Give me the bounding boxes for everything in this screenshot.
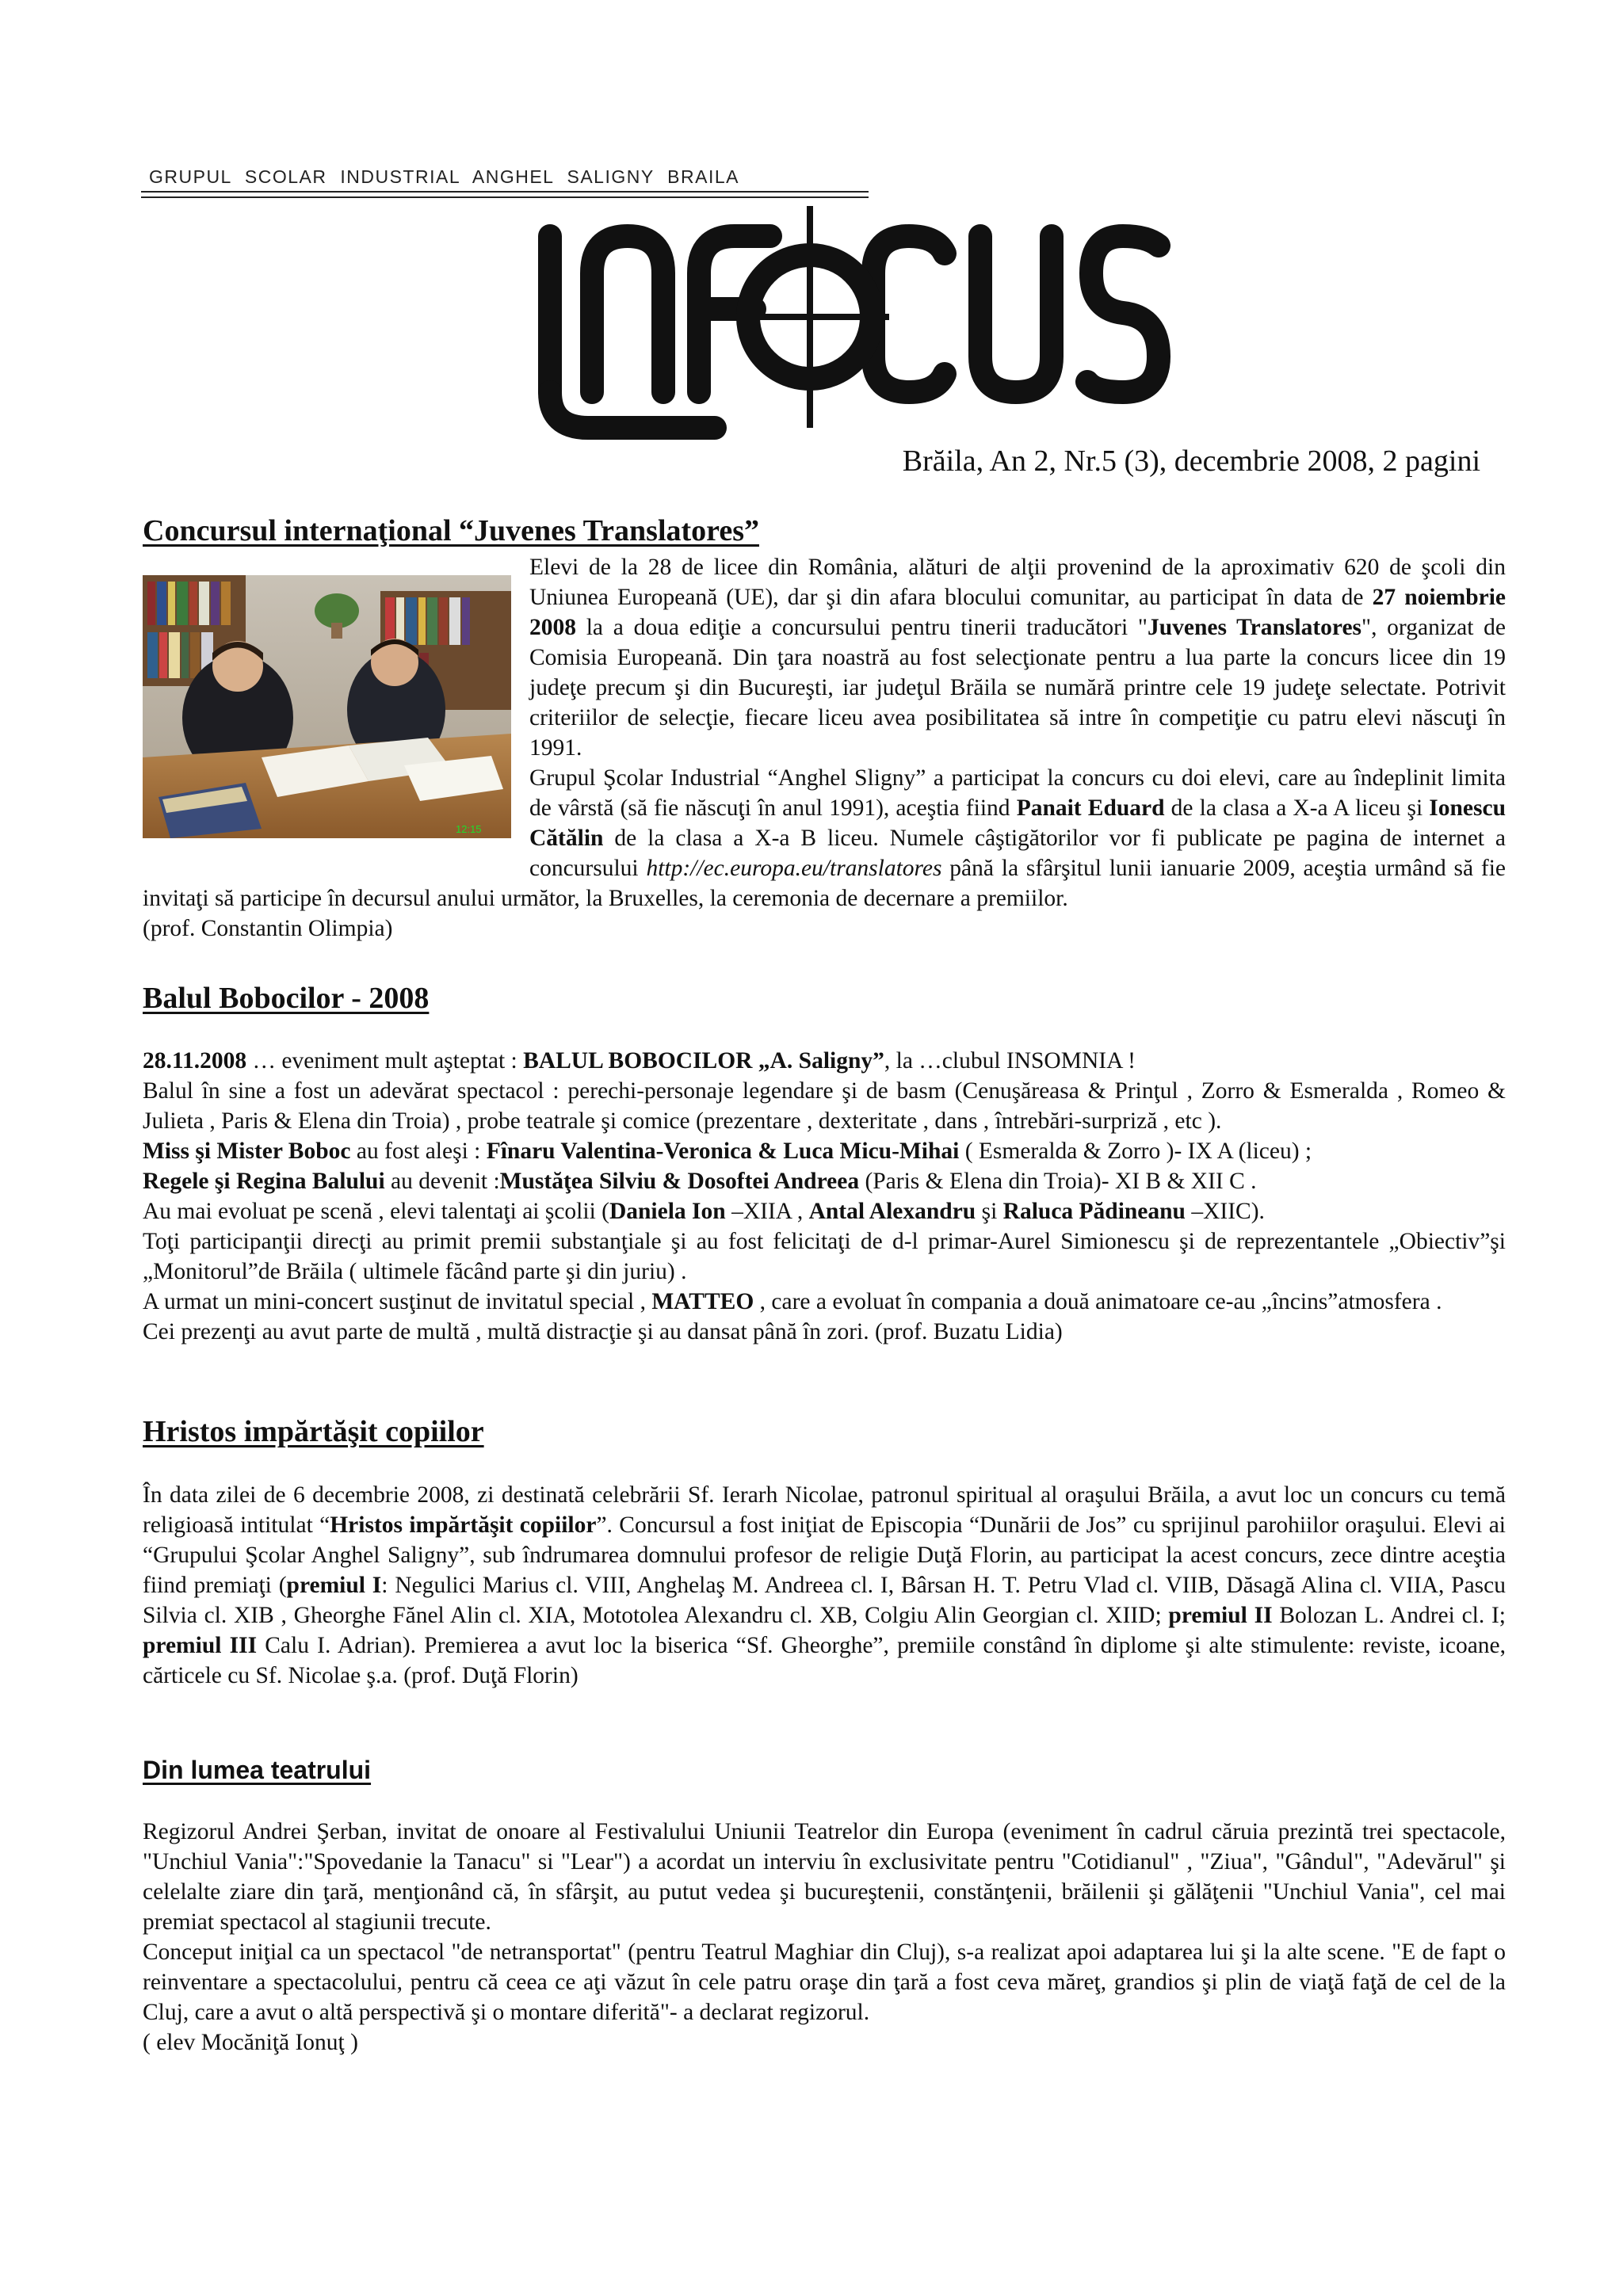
article-title-bal: Balul Bobocilor - 2008 bbox=[143, 982, 430, 1015]
article-teatru bbox=[143, 1817, 1506, 2058]
bal-line-7: A urmat un mini-concert susţinut de invitatul special , MATTEO , care a evoluat în compania a două animatoare ce-au „încins”atmosfera . bbox=[143, 1289, 1442, 1314]
school-name: GRUPUL SCOLAR INDUSTRIAL ANGHEL SALIGNY BRAILA bbox=[149, 166, 739, 187]
teatru-author: ( elev Mocăniţă Ionuţ ) bbox=[143, 2030, 358, 2055]
bal-line-3: Miss şi Mister Boboc au fost aleşi : Fînaru Valentina-Veronica & Luca Micu-Mihai ( Esmeralda & Zorro )- IX A (liceu) ; bbox=[143, 1138, 1312, 1164]
article-bal bbox=[143, 1046, 1506, 1347]
bal-line-8: Cei prezenţi au avut parte de multă , multă distracţie şi au dansat până în zori. (prof. Buzatu Lidia) bbox=[143, 1319, 1063, 1344]
issue-info: Brăila, An 2, Nr.5 (3), decembrie 2008, 2 pagini bbox=[902, 444, 1480, 478]
teatru-paragraph-2: Conceput iniţial ca un spectacol "de netransportat" (pentru Teatrul Maghiar din Cluj), s-a realizat apoi adaptarea lui şi la alte scene. "E de fapt o reinventare a spectacolului, pentru că ceea ce aţi văzut în cele patru oraşe din ţară a fost ceva măreţ, grandios şi plin de viaţă faţă de cel de la Cluj, care a avut o altă perspectivă şi o montare diferită"- a declarat regizorul. bbox=[143, 1939, 1506, 2025]
header-rule-top bbox=[141, 191, 869, 193]
translatores-paragraph-2: Grupul Şcolar Industrial “Anghel Sligny” a participat la concurs cu doi elevi, care au îndeplinit limita de vârstă (să fie născuţi în anul 1991), aceştia fiind Panait Eduard de la clasa a X-a A liceu şi Ionescu Cătălin de la clasa a X-a B liceu. Numele câştigătorilor vor fi publicate pe pagina de internet a concursului http://ec.europa.eu/translatores până la sfârşitul lunii ianuarie 2009, aceştia urmând să fie invitaţi să participe în decursul anului următor, la Bruxelles, la ceremonia de decernare a premiilor. bbox=[143, 765, 1507, 911]
students-photo bbox=[143, 552, 529, 871]
infocus-logo bbox=[533, 198, 1262, 444]
bal-line-4: Regele şi Regina Balului au devenit :Mustăţea Silviu & Dosoftei Andreea (Paris & Elena din Troia)- XI B & XII C . bbox=[143, 1169, 1257, 1194]
bal-line-2: Balul în sine a fost un adevărat spectacol : perechi-personaje legendare şi de basm (Cenuşăreasa & Prinţul , Zorro & Esmeralda , Romeo & Julieta , Paris & Elena din Troia) , probe teatrale şi comice (prezentare , dexteritate , dans , întrebări-surpriză , etc ). bbox=[143, 1078, 1506, 1134]
translatores-author: (prof. Constantin Olimpia) bbox=[143, 916, 393, 941]
article-title-translatores: Concursul internaţional “Juvenes Translatores” bbox=[143, 514, 759, 547]
bal-line-5: Au mai evoluat pe scenă , elevi talentaţi ai şcolii (Daniela Ion –XIIA , Antal Alexandru şi Raluca Pădineanu –XIIC). bbox=[143, 1199, 1265, 1224]
article-hristos bbox=[143, 1480, 1506, 1691]
bal-line-1: 28.11.2008 … eveniment mult aşteptat : BALUL BOBOCILOR „A. Saligny”, la …clubul INSOMNIA ! bbox=[143, 1048, 1136, 1074]
svg-text:12:15: 12:15 bbox=[456, 823, 482, 835]
teatru-paragraph-1: Regizorul Andrei Şerban, invitat de onoare al Festivalului Uniunii Teatrelor din Europa (eveniment în cadrul căruia prezintă trei spectacole, "Unchiul Vania":"Spovedanie la Tanacu" si "Lear") a acordat un interviu în exclusivitate pentru "Cotidianul" , "Ziua", "Gândul", "Adevărul" şi celelalte ziare din ţară, menţionând că, în sfârşit, au putut vedea şi bucureştenii, constănţenii, brăilenii şi gălăţenii "Unchiul Vania", cel mai premiat spectacol al stagiunii trecute. bbox=[143, 1819, 1506, 1935]
article-title-teatru: Din lumea teatrului bbox=[143, 1756, 372, 1784]
hristos-paragraph: În data zilei de 6 decembrie 2008, zi destinată celebrării Sf. Ierarh Nicolae, patronul spiritual al oraşului Brăila, a avut loc un concurs cu temă religioasă intitulat “Hristos impărtăşit copiilor”. Concursul a fost iniţiat de Episcopia “Dunării de Jos” cu sprijinul parohiilor oraşului. Elevi ai “Grupului Şcolar Anghel Saligny”, sub îndrumarea domnului profesor de religie Duţă Florin, au participat la acest concurs, zece dintre aceştia fiind premiaţi (premiul I: Negulici Marius cl. VIII, Anghelaş M. Andreea cl. I, Bârsan H. T. Petru Vlad cl. VIIB, Dăsagă Alina cl. VIIA, Pascu Silvia cl. XIB , Gheorghe Fănel Alin cl. XIA, Mototolea Alexandru cl. XB, Colgiu Alin Georgian cl. XIID; premiul II Bolozan L. Andrei cl. I; premiul III Calu I. Adrian). Premierea a avut loc la biserica “Sf. Gheorghe”, premiile constând în diplome şi alte stimulente: reviste, icoane, cărticele cu Sf. Nicolae ş.a. (prof. Duţă Florin) bbox=[143, 1482, 1507, 1688]
article-title-hristos: Hristos impărtăşit copiilor bbox=[143, 1415, 484, 1448]
bal-line-6: Toţi participanţii direcţi au primit premii substanţiale şi au fost felicitaţi de d-l primar-Aurel Simionescu şi de reprezentantele „Obiectiv”şi „Monitorul”de Brăila ( ultimele făcând parte şi din juriu) . bbox=[143, 1229, 1506, 1284]
article-translatores bbox=[143, 552, 1506, 944]
translatores-paragraph-1: Elevi de la 28 de licee din România, alături de alţii provenind de la aproximativ 620 de şcoli din Uniunea Europeană (UE), dar şi din afara blocului comunitar, au participat în data de 27 noiembrie 2008 la a doua ediţie a concursului pentru tinerii traducători "Juvenes Translatores", organizat de Comisia Europeană. Din ţara noastră au fost selecţionate pentru a lua parte la concurs licee din 19 judeţe precum şi din Bucureşti, iar judeţul Brăila se numără printre cele 19 judeţe selectate. Potrivit criteriilor de selecţie, fiecare liceu avea posibilitatea să intre în competiţie cu patru elevi născuţi în 1991. bbox=[529, 555, 1506, 761]
